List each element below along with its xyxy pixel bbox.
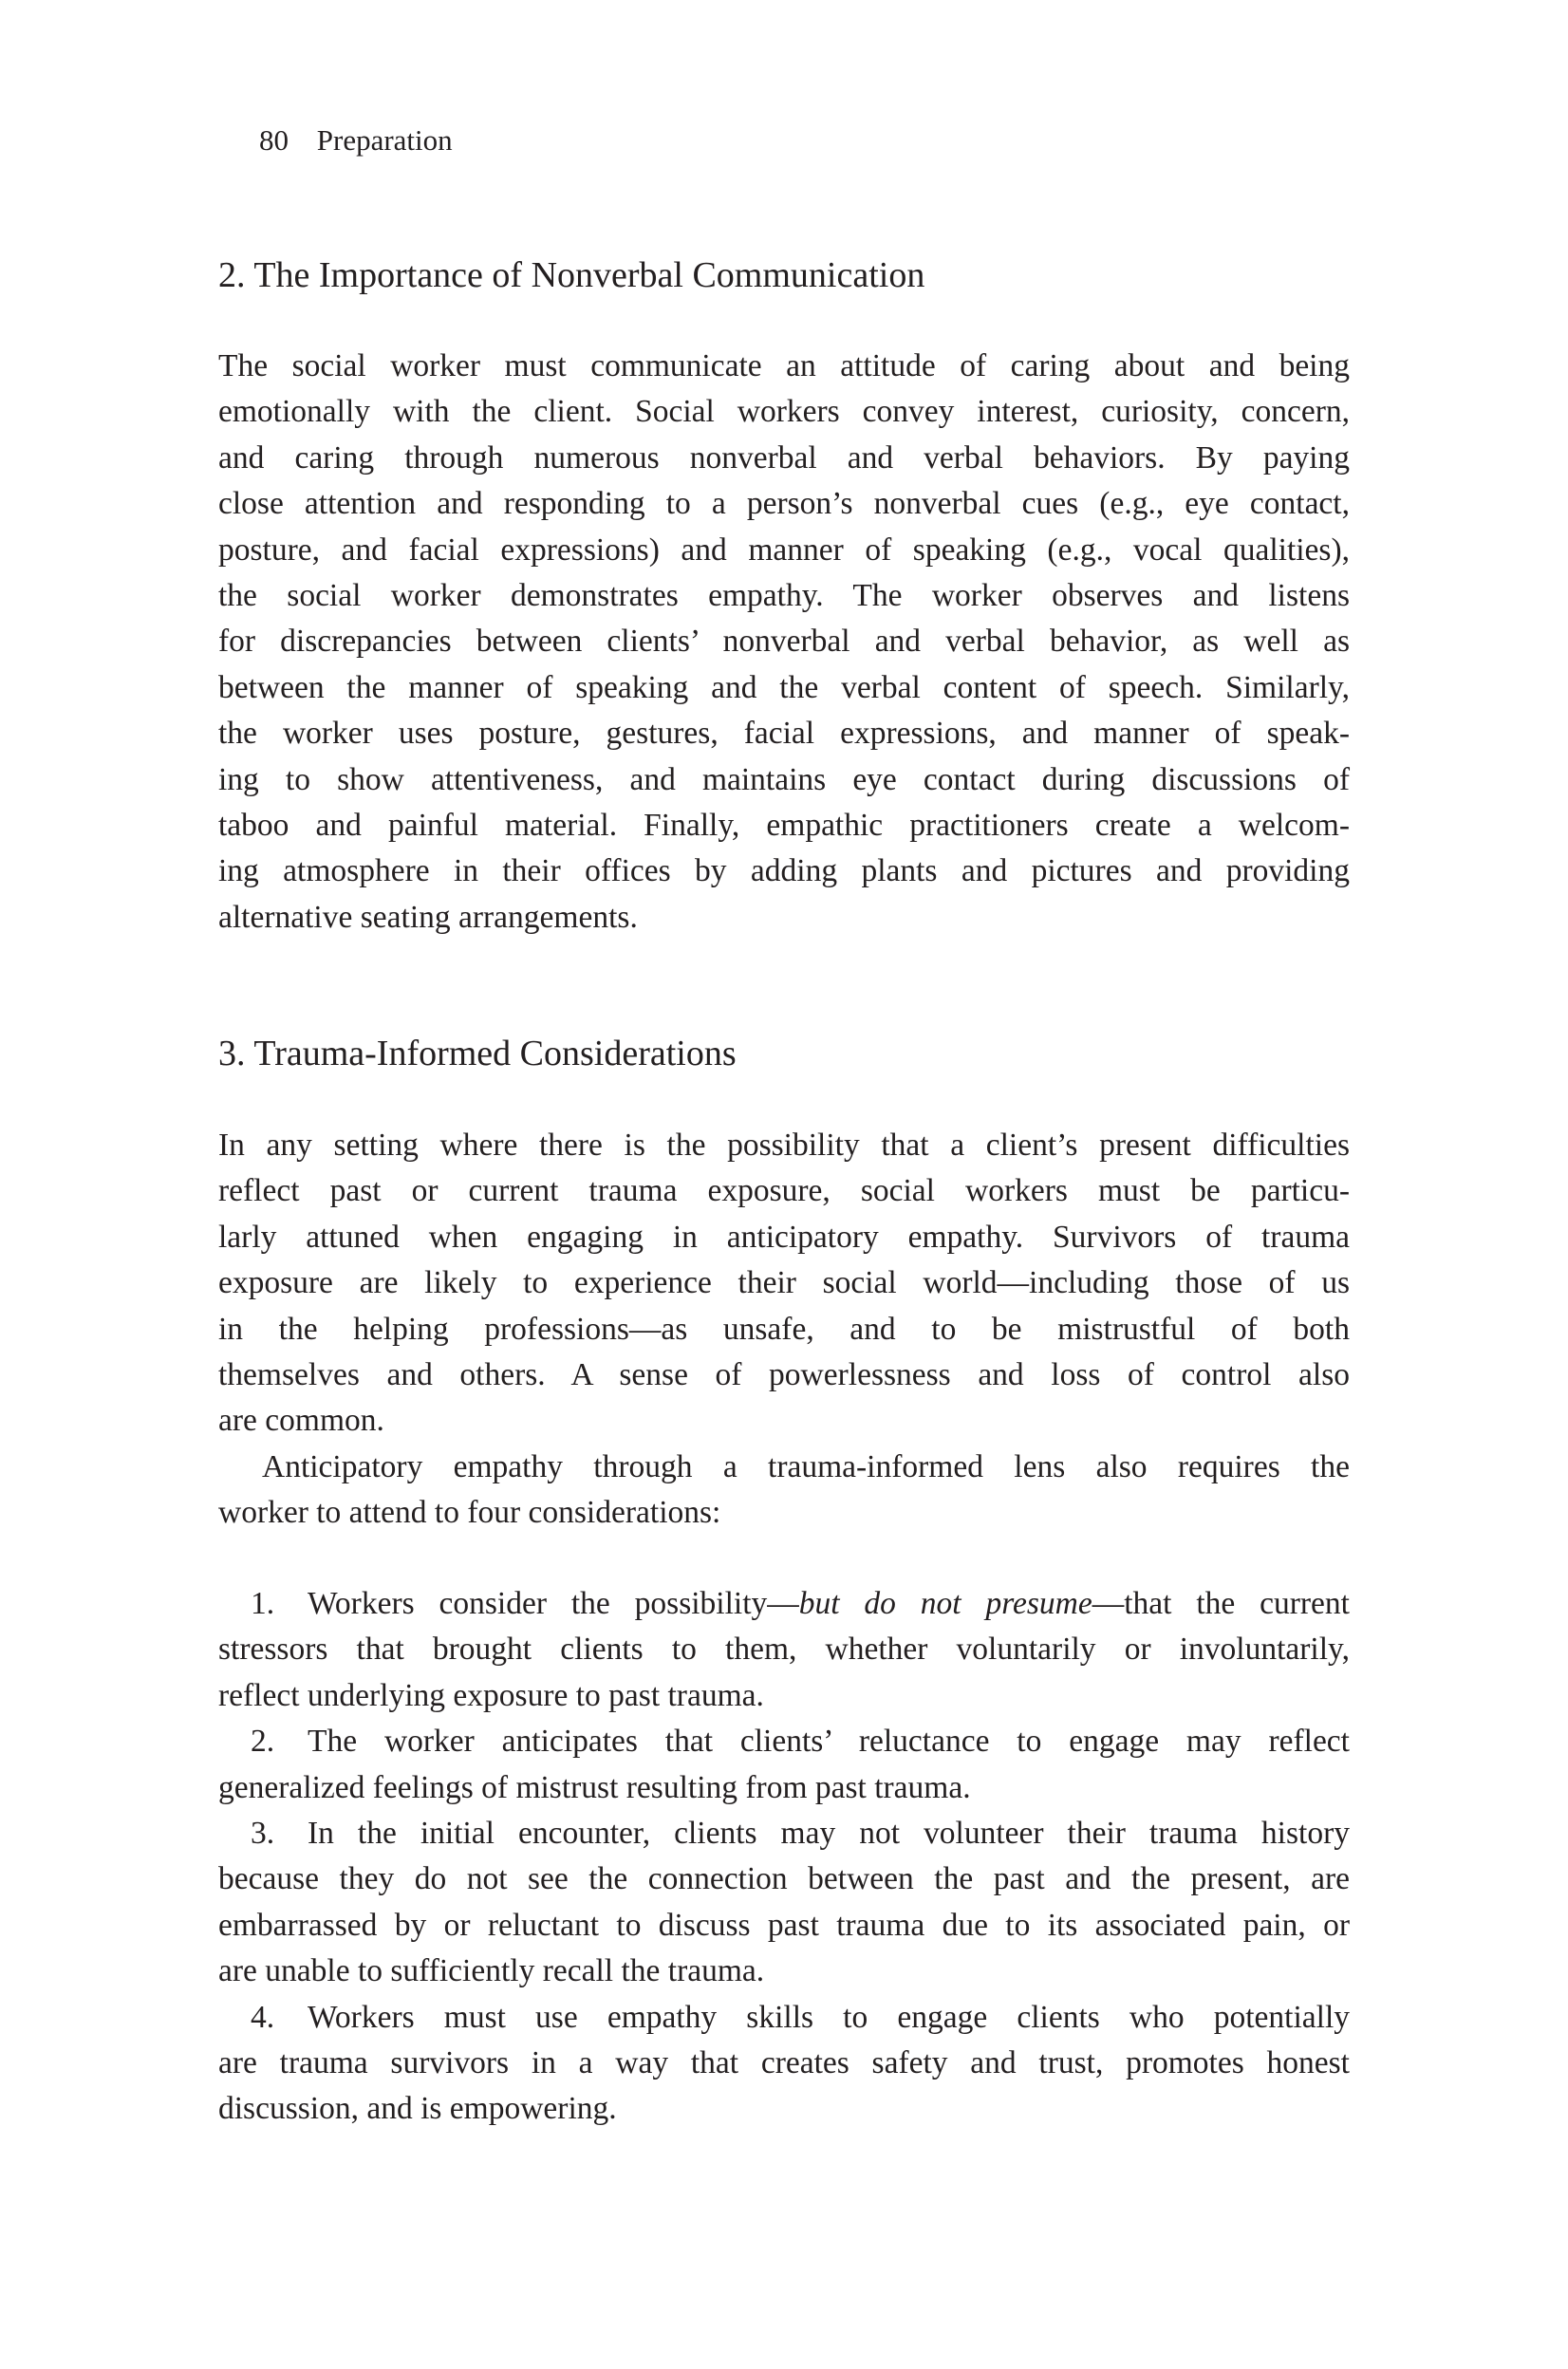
text-line: and caring through numerous nonverbal and verbal behaviors. By paying [218,439,1350,476]
text-line: for discrepancies between clients’ nonverbal and verbal behavior, as well as [218,624,1350,660]
text-line: taboo and painful material. Finally, empathic practitioners create a welcom- [218,807,1350,843]
text-line: because they do not see the connection between the past and the present, are [218,1861,1350,1897]
text-line: are unable to sufficiently recall the trauma. [218,1953,765,1989]
text-line: emotionally with the client. Social workers convey interest, curiosity, concern, [218,394,1350,430]
text-line: the social worker demonstrates empathy. The worker observes and listens [218,577,1350,613]
text-line: embarrassed by or reluctant to discuss past trauma due to its associated pain, or [218,1907,1350,1943]
list-number: 1. [251,1586,275,1621]
list-item-3: 3. In the initial encounter, clients may not volunteer their trauma history [218,1811,1350,1856]
section-heading-nonverbal: 2. The Importance of Nonverbal Communication [218,255,925,295]
running-head-title: Preparation [316,123,453,157]
paragraph-trauma-intro [218,1123,1350,1537]
text-line: discussion, and is empowering. [218,2091,617,2127]
text-line: the worker uses posture, gestures, facial expressions, and manner of speak- [218,716,1350,752]
text-line: are trauma survivors in a way that creates safety and trust, promotes honest [218,2044,1350,2080]
text-line: worker to attend to four considerations: [218,1495,721,1531]
text-line: generalized feelings of mistrust resulting from past trauma. [218,1769,971,1805]
text-line: close attention and responding to a person’s nonverbal cues (e.g., eye contact, [218,486,1350,522]
text-line: The social worker must communicate an attitude of caring about and being [218,348,1350,383]
list-number: 4. [251,1999,275,2035]
list-item-1: 1. Workers consider the possibility—but do not presume—that the current [218,1581,1350,1627]
considerations-list [218,1581,1350,2133]
list-number: 2. [251,1724,275,1760]
text-line: In any setting where there is the possibility that a client’s present difficulties [218,1128,1350,1163]
list-item-2: 2. The worker anticipates that clients’ reluctance to engage may reflect [218,1719,1350,1764]
text-line: stressors that brought clients to them, whether voluntarily or involuntarily, [218,1632,1350,1668]
text-line: reflect underlying exposure to past trauma. [218,1677,764,1713]
page-number: 80 [259,123,289,157]
list-number: 3. [251,1815,275,1851]
text-line: reflect past or current trauma exposure, social workers must be particu- [218,1173,1350,1209]
text-line: posture, and facial expressions) and manner of speaking (e.g., vocal qualities), [218,532,1350,568]
running-head [259,121,453,159]
text-line: Anticipatory empathy through a trauma-informed lens also requires the [262,1448,1350,1484]
paragraph-nonverbal [218,344,1350,941]
section-heading-trauma: 3. Trauma-Informed Considerations [218,1034,737,1073]
text-line: alternative seating arrangements. [218,899,638,935]
text-line: in the helping professions—as unsafe, and to be mistrustful of both [218,1311,1350,1347]
text-line: are common. [218,1403,384,1439]
text-line: larly attuned when engaging in anticipatory empathy. Survivors of trauma [218,1219,1350,1255]
text-line: exposure are likely to experience their social world—including those of us [218,1265,1350,1301]
text-line: ing to show attentiveness, and maintains eye contact during discussions of [218,761,1350,797]
text-line: between the manner of speaking and the verbal content of speech. Similarly, [218,669,1350,705]
emphasis: but do not presume [798,1586,1092,1621]
text-line: ing atmosphere in their offices by adding plants and pictures and providing [218,853,1350,889]
text-line: themselves and others. A sense of powerlessness and loss of control also [218,1356,1350,1392]
list-item-4: 4. Workers must use empathy skills to engage clients who potentially [218,1995,1350,2041]
